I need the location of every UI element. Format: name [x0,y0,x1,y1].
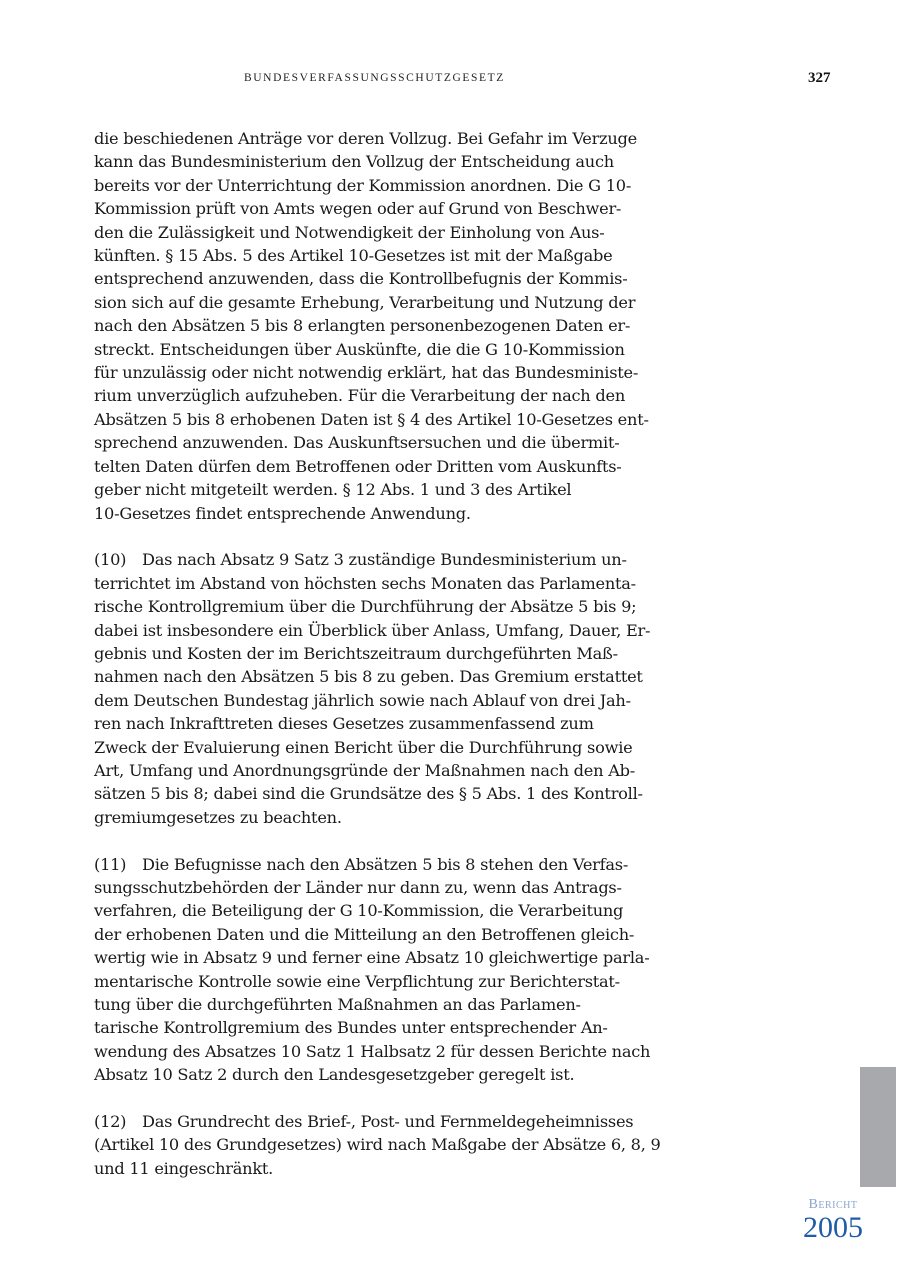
text-line [94,221,669,244]
line-text: tung über die durchgeführten Maßnahmen an das Parlamen- [94,995,581,1014]
paragraph-number: (11) [94,854,127,874]
text-line [94,384,669,407]
line-text: wendung des Absatzes 10 Satz 1 Halbsatz 2 für dessen Berichte nach [94,1041,651,1061]
line-text: Das nach Absatz 9 Satz 3 zuständige Bundesministerium un- [142,550,627,570]
paragraph [94,127,669,525]
text-line [94,1040,669,1063]
text-line [94,127,669,150]
line-text: 10-Gesetzes findet entsprechende Anwendung. [94,503,471,523]
running-header-title: BUNDESVERFASSUNGSSCHUTZGESETZ [244,72,505,84]
text-line [94,431,669,454]
text-line [94,174,669,197]
text-line [94,595,669,618]
text-line [94,712,669,735]
paragraph [94,1110,669,1180]
text-line [94,782,669,805]
line-text: geber nicht mitgeteilt werden. § 12 Abs. 1 und 3 des Artikel [94,480,572,500]
line-text: für unzulässig oder nicht notwendig erklärt, hat das Bundesministe- [94,363,639,383]
text-line [94,759,669,782]
line-text: sungsschutzbehörden der Länder nur dann zu, wenn das Antrags- [94,877,622,897]
line-text: nach den Absätzen 5 bis 8 erlangten personenbezogenen Daten er- [94,316,631,336]
text-line [94,408,669,431]
text-line [94,736,669,759]
text-line [94,244,669,267]
line-text: ren nach Inkrafttreten dieses Gesetzes zusammenfassend zum [94,714,594,734]
text-line [94,291,669,314]
text-line [94,267,669,290]
line-text: Zweck der Evaluierung einen Bericht über die Durchführung sowie [94,737,633,757]
text-line [94,197,669,220]
line-text: Das Grundrecht des Brief-, Post- und Fernmeldegeheimnisses [142,1112,634,1132]
side-tab-marker [860,1067,896,1187]
text-line [94,502,669,525]
line-text: Kommission prüft von Amts wegen oder auf Grund von Beschwer- [94,199,622,219]
text-line [94,572,669,595]
line-text: künften. § 15 Abs. 5 des Artikel 10-Gesetzes ist mit der Maßgabe [94,246,613,266]
text-line [94,1063,669,1086]
text-line [94,338,669,361]
text-line [94,853,669,876]
text-line [94,1110,669,1133]
text-line [94,1157,669,1180]
line-text: Absatz 10 Satz 2 durch den Landesgesetzgeber geregelt ist. [94,1065,575,1085]
line-text: Absätzen 5 bis 8 erhobenen Daten ist § 4 des Artikel 10-Gesetzes ent- [94,409,649,429]
page-number: 327 [808,70,831,86]
text-line [94,1016,669,1039]
line-text: wertig wie in Absatz 9 und ferner eine Absatz 10 gleichwertige parla- [94,948,650,968]
line-text: nahmen nach den Absätzen 5 bis 8 zu geben. Das Gremium erstattet [94,667,643,687]
text-line [94,642,669,665]
text-line [94,806,669,829]
line-text: bereits vor der Unterrichtung der Kommission anordnen. Die G 10- [94,175,632,195]
line-text: Art, Umfang und Anordnungsgründe der Maßnahmen nach den Ab- [94,760,635,780]
paragraph [94,548,669,829]
text-line [94,455,669,478]
text-line [94,314,669,337]
line-text: und 11 eingeschränkt. [94,1158,274,1178]
text-line [94,1133,669,1156]
text-line [94,478,669,501]
line-text: Die Befugnisse nach den Absätzen 5 bis 8 stehen den Verfas- [142,854,629,874]
text-line [94,689,669,712]
line-text: (Artikel 10 des Grundgesetzes) wird nach Maßgabe der Absätze 6, 8, 9 [94,1135,661,1155]
paragraph-number: (12) [94,1112,127,1132]
text-line [94,899,669,922]
text-line [94,665,669,688]
text-line [94,946,669,969]
line-text: gebnis und Kosten der im Berichtszeitraum durchgeführten Maß- [94,643,618,663]
line-text: streckt. Entscheidungen über Auskünfte, die die G 10-Kommission [94,339,625,359]
line-text: rische Kontrollgremium über die Durchführung der Absätze 5 bis 9; [94,597,637,617]
text-line [94,876,669,899]
line-text: sion sich auf die gesamte Erhebung, Verarbeitung und Nutzung der [94,292,636,312]
line-text: dem Deutschen Bundestag jährlich sowie nach Ablauf von drei Jah- [94,690,631,710]
body-text [94,127,669,1204]
line-text: tarische Kontrollgremium des Bundes unter entsprechender An- [94,1018,608,1038]
text-line [94,548,669,571]
line-text: rium unverzüglich aufzuheben. Für die Verarbeitung der nach den [94,386,625,406]
text-line [94,923,669,946]
paragraph [94,853,669,1087]
brand-year: 2005 [803,1211,863,1244]
line-text: gremiumgesetzes zu beachten. [94,807,342,827]
line-text: die beschiedenen Anträge vor deren Vollzug. Bei Gefahr im Verzuge [94,129,637,148]
text-line [94,970,669,993]
report-brand-logo [797,1197,869,1243]
line-text: entsprechend anzuwenden, dass die Kontrollbefugnis der Kommis- [94,269,628,289]
line-text: verfahren, die Beteiligung der G 10-Kommission, die Verarbeitung [94,901,624,921]
brand-word: Bericht [808,1197,858,1212]
line-text: telten Daten dürfen dem Betroffenen oder Dritten vom Auskunfts- [94,456,622,476]
text-line [94,619,669,642]
line-text: dabei ist insbesondere ein Überblick über Anlass, Umfang, Dauer, Er- [94,620,651,640]
line-text: sprechend anzuwenden. Das Auskunftsersuchen und die übermit- [94,433,620,453]
text-line [94,993,669,1016]
line-text: mentarische Kontrolle sowie eine Verpflichtung zur Berichterstat- [94,971,620,991]
line-text: terrichtet im Abstand von höchsten sechs Monaten das Parlamenta- [94,573,636,593]
paragraph-number: (10) [94,550,127,570]
line-text: kann das Bundesministerium den Vollzug der Entscheidung auch [94,152,614,172]
line-text: der erhobenen Daten und die Mitteilung an den Betroffenen gleich- [94,924,635,944]
text-line [94,361,669,384]
line-text: den die Zulässigkeit und Notwendigkeit der Einholung von Aus- [94,222,605,242]
text-line [94,150,669,173]
line-text: sätzen 5 bis 8; dabei sind die Grundsätze des § 5 Abs. 1 des Kontroll- [94,784,643,804]
